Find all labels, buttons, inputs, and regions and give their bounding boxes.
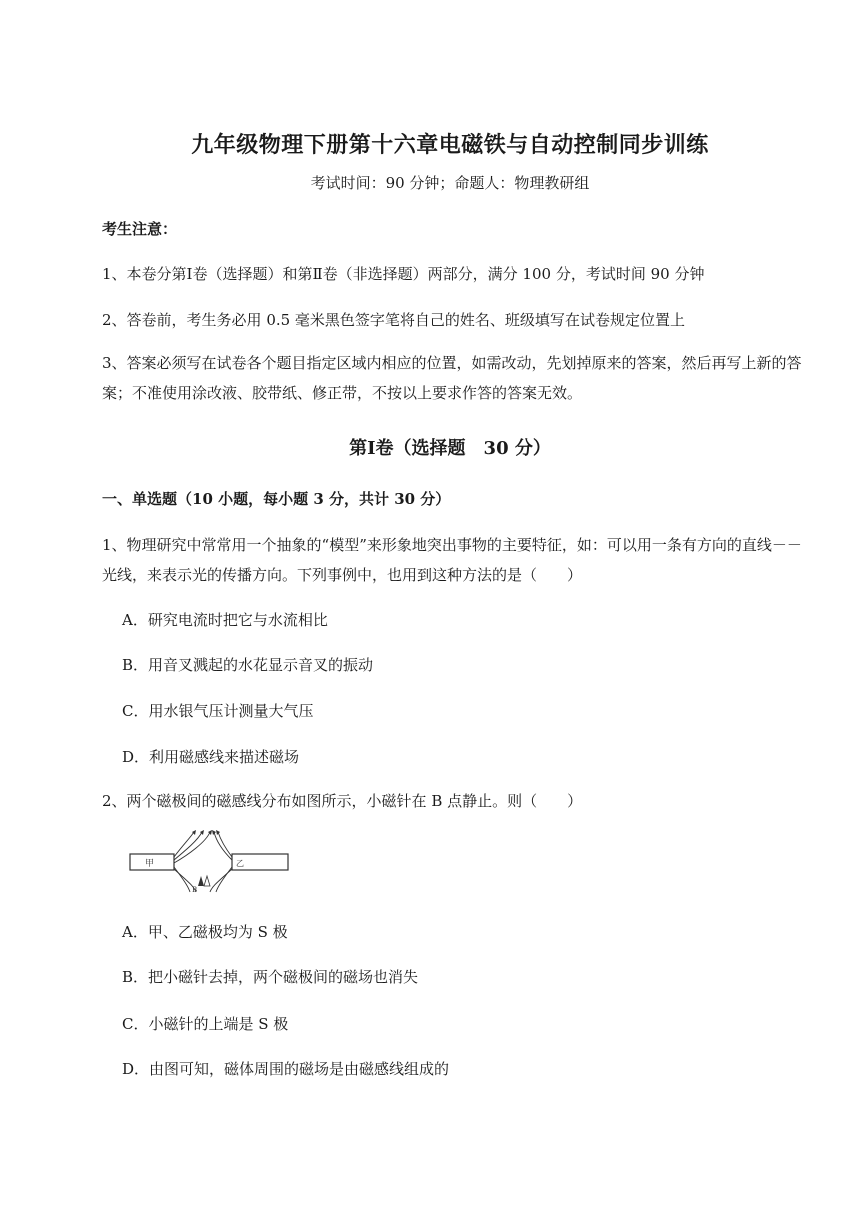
question-2-option-c: C．小磁针的上端是 S 极 xyxy=(122,1015,289,1033)
notice-item-3: 3、答案必须写在试卷各个题目指定区域内相应的位置，如需改动，先划掉原来的答案，然后再写上新的答案；不准使用涂改液、胶带纸、修正带，不按以上要求作答的答案无效。 xyxy=(102,354,802,402)
question-2-option-a: A．甲、乙磁极均为 S 极 xyxy=(122,923,288,941)
notice-item-1: 1、本卷分第Ⅰ卷（选择题）和第Ⅱ卷（非选择题）两部分，满分 100 分，考试时间 90 分钟 xyxy=(102,265,705,283)
page-title: 九年级物理下册第十六章电磁铁与自动控制同步训练 xyxy=(191,132,709,158)
exam-info: 考试时间：90 分钟；命题人：物理教研组 xyxy=(310,174,590,192)
question-2-stem: 2、两个磁极间的磁感线分布如图所示，小磁针在 B 点静止。则（ ） xyxy=(102,792,583,810)
part-title: 第Ⅰ卷（选择题 30 分） xyxy=(349,438,551,459)
question-1-option-d: D．利用磁感线来描述磁场 xyxy=(122,748,300,766)
field-arrows xyxy=(192,830,220,835)
question-1-option-a: A．研究电流时把它与水流相比 xyxy=(122,611,328,629)
section-heading: 一、单选题（10 小题，每小题 3 分，共计 30 分） xyxy=(102,490,451,508)
question-1-option-b: B．用音叉溅起的水花显示音叉的振动 xyxy=(122,656,374,674)
left-pole-label: 甲 xyxy=(145,859,155,869)
point-b-label: B xyxy=(192,886,198,894)
notice-heading: 考生注意： xyxy=(102,220,178,238)
question-1-stem: 1、物理研究中常常用一个抽象的“模型”来形象地突出事物的主要特征，如：可以用一条有方向的直线－－光线，来表示光的传播方向。下列事例中，也用到这种方法的是（ ） xyxy=(102,536,802,584)
small-compass-needle xyxy=(198,876,210,886)
question-1-option-c: C．用水银气压计测量大气压 xyxy=(122,702,314,720)
question-2-option-b: B．把小磁针去掉，两个磁极间的磁场也消失 xyxy=(122,968,419,986)
magnetic-field-figure xyxy=(128,830,290,894)
notice-item-2: 2、答卷前，考生务必用 0.5 毫米黑色签字笔将自己的姓名、班级填写在试卷规定位置上 xyxy=(102,311,685,329)
right-pole-label: 乙 xyxy=(236,859,244,868)
question-2-option-d: D．由图可知，磁体周围的磁场是由磁感线组成的 xyxy=(122,1060,450,1078)
